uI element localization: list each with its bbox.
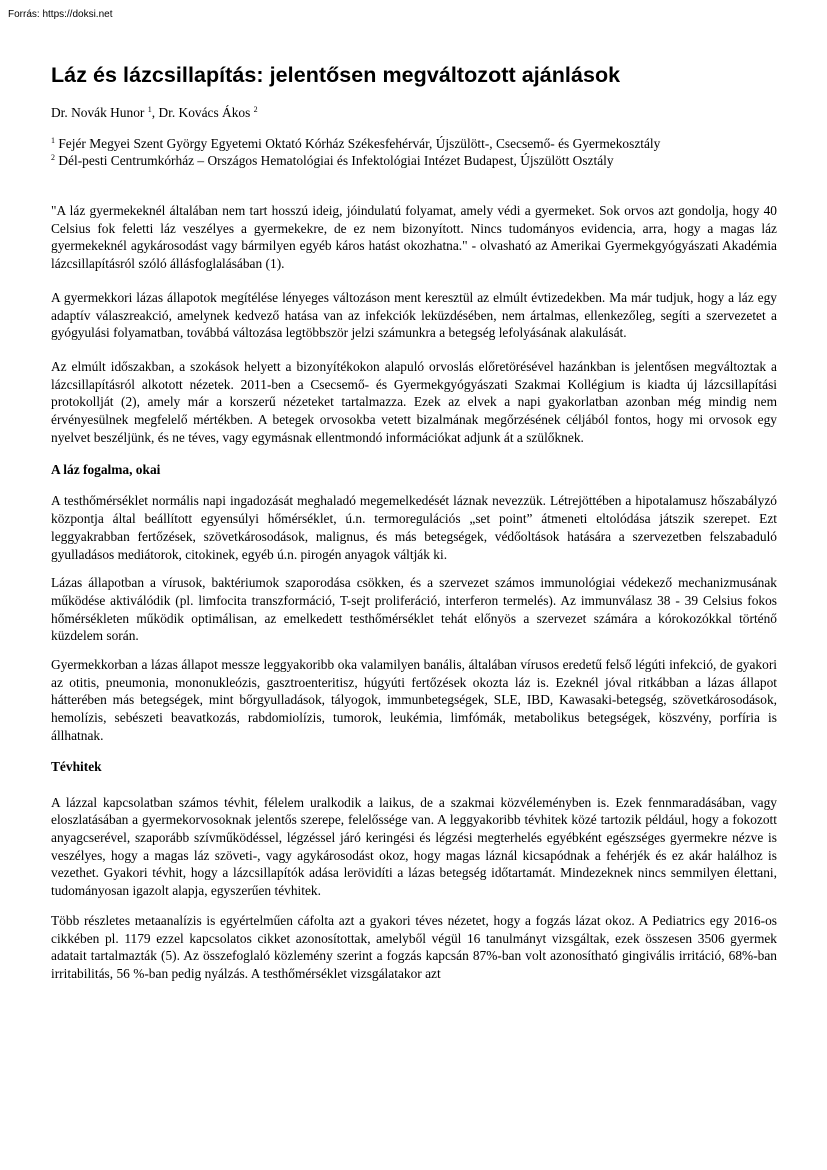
definition-paragraph: A testhőmérséklet normális napi ingadozását meghaladó megemelkedését láznak nevezzük. Létrejöttében a hipotalamusz hőszabályzó központja által beállított egyensúlyi hőmérséklet, ú.n. termoregulációs „set point” átmeneti eltolódása játszik szerepet. Ezt leggyakrabban fertőzések, szövetkárosodások, malignus, és más betegségek, védőoltások hatására a szervezetben felszabaduló gyulladásos mediátorok, citokinek, egyéb ú.n. pirogén anyagok váltják ki. bbox=[51, 493, 777, 562]
affiliation bbox=[51, 135, 777, 152]
article bbox=[51, 60, 777, 983]
author-affiliation-ref: 2 bbox=[253, 105, 258, 114]
quote-paragraph: "A láz gyermekeknél általában nem tart hosszú ideig, jóindulatú folyamat, amely védi a gyermeket. Sok orvos azt gondolja, hogy 40 Celsius fok feletti láz veszélyes a gyermekekre, de ez nem bizonyított. Nincs tudományos evidencia, arra, hogy a magas láz gyermekeknél agykárosodást vagy bármilyen egyéb káros hatást okozhatna." - olvasható az Amerikai Gyermekgyógyászati Akadémia lázcsillapításról szóló állásfoglalásában (1). bbox=[51, 203, 777, 272]
teething-paragraph: Több részletes metaanalízis is egyértelműen cáfolta azt a gyakori téves nézetet, hogy a fogzás lázat okoz. A Pediatrics egy 2016-os cikkében pl. 1179 ezzel kapcsolatos cikket azonosítottak, amelyből végül 16 tanulmányt vizsgáltak, ezek összesen 3506 gyermek adatait tartalmazták (5). Az összefoglaló közlemény szerint a fogzás kapcsán 87%-ban volt azonosítható gingivális irritáció, 68%-ban irritabilitás, 56 %-ban pedig nyálzás. A testhőmérséklet vizsgálatakor azt bbox=[51, 912, 777, 981]
immune-paragraph: Lázas állapotban a vírusok, baktériumok szaporodása csökken, és a szervezet számos immunológiai védekező mechanizmusának működése aktiválódik (pl. limfocita transzformáció, T-sejt proliferáció, interferon termelés). Az immunválasz 38 - 39 Celsius fokos hőmérsékleten működik optimálisan, az emelkedett testhőmérséklet tehát előnyös a szervezet számára a kórokozókkal történő küzdelem során. bbox=[51, 575, 777, 644]
affiliation-number: 1 bbox=[51, 136, 55, 145]
affiliation-number: 2 bbox=[51, 153, 55, 162]
author-line bbox=[51, 104, 777, 122]
recent-changes-paragraph: Az elmúlt időszakban, a szokások helyett a bizonyítékokon alapuló orvoslás előretörésével hazánkban is jelentősen megváltoztak a lázcsillapításról alkotott nézetek. 2011-ben a Csecsemő- és Gyermekgyógyászati Szakmai Kollégium is kiadta új lázcsillapítási protokollját (2), amely már a korszerű nézeteket tartalmazza. Ezek az elvek a napi gyakorlatban azonban még mindig nem érvényesülnek megfelelő mértékben. A betegek orvosokba vetett bizalmának megőrzésének céljából fontos, hogy mi orvosok egy nyelvet beszéljünk, és ne téves, vagy egymásnak ellentmondó információkat adjunk át a szülőknek. bbox=[51, 358, 777, 445]
author-name: Dr. Kovács Ákos bbox=[158, 105, 251, 120]
intro-paragraph: A gyermekkori lázas állapotok megítélése lényeges változáson ment keresztül az elmúlt évtizedekben. Ma már tudjuk, hogy a láz egy adaptív válaszreakció, amelynek kedvező hatása van az infekciók leküzdésében, nem ártalmas, ellenkezőleg, segíti a szervezetet a gyógyulási folyamatban, továbbá változása legtöbbször jelzi számunkra a betegség lefolyásának alakulását. bbox=[51, 289, 777, 341]
section-heading-definition: A láz fogalma, okai bbox=[51, 462, 161, 478]
causes-paragraph: Gyermekkorban a lázas állapot messze leggyakoribb oka valamilyen banális, általában vírusos eredetű felső légúti infekció, de gyakori az otitis, pneumonia, mononukleózis, gasztroenteritisz, húgyúti fertőzések okozta láz is. Ezeknél jóval ritkábban a lázas állapot hátterében más betegségek, mint bőrgyulladások, tályogok, immunbetegségek, SLE, IBD, Kawasaki-betegség, szövetkárosodások, hemolízis, sebészeti beavatkozás, rabdomiolízis, tumorok, leukémia, limfómák, metabolikus betegségek, köszvény, porfíria is állhatnak. bbox=[51, 657, 777, 743]
affiliation-list bbox=[51, 135, 777, 169]
source-label: Forrás: https://doksi.net bbox=[8, 9, 113, 20]
author-separator: , bbox=[151, 105, 156, 120]
article-title: Láz és lázcsillapítás: jelentősen megváltozott ajánlások bbox=[51, 63, 621, 87]
author-name: Dr. Novák Hunor bbox=[51, 105, 145, 120]
affiliation-text: Fejér Megyei Szent György Egyetemi Oktató Kórház Székesfehérvár, Újszülött-, Csecsemő- és Gyermekosztály bbox=[58, 136, 661, 151]
myths-paragraph: A lázzal kapcsolatban számos tévhit, félelem uralkodik a laikus, de a szakmai közvéleményben is. Ezek fennmaradásában, vagy eloszlatásában a gyermekorvosoknak jelentős szerepe, felelőssége van. A leggyakoribb tévhitek közé tartozik például, hogy a fokozott anyagcserével, szaporább szívműködéssel, légzéssel járó keringési és légzési megterhelés egyébként egészséges gyermekre nézve is veszélyes, hogy a magas láz szöveti-, vagy agykárosodást okoz, hogy magas láznál kicsapódnak a fehérjék és ez akár halálhoz is vezethet. Gyakori tévhit, hogy a lázcsillapítók adása lerövidíti a lázas betegség időtartamát. Mindezeknek nincs semmilyen élettani, tudományosan igazolt alapja, egyszerűen tévhitek. bbox=[51, 794, 777, 899]
affiliation-text: Dél-pesti Centrumkórház – Országos Hematológiai és Infektológiai Intézet Budapest, Újszülött Osztály bbox=[58, 153, 614, 168]
affiliation bbox=[51, 152, 777, 169]
section-heading-myths: Tévhitek bbox=[51, 758, 102, 774]
author-affiliation-ref: 1 bbox=[147, 105, 152, 114]
